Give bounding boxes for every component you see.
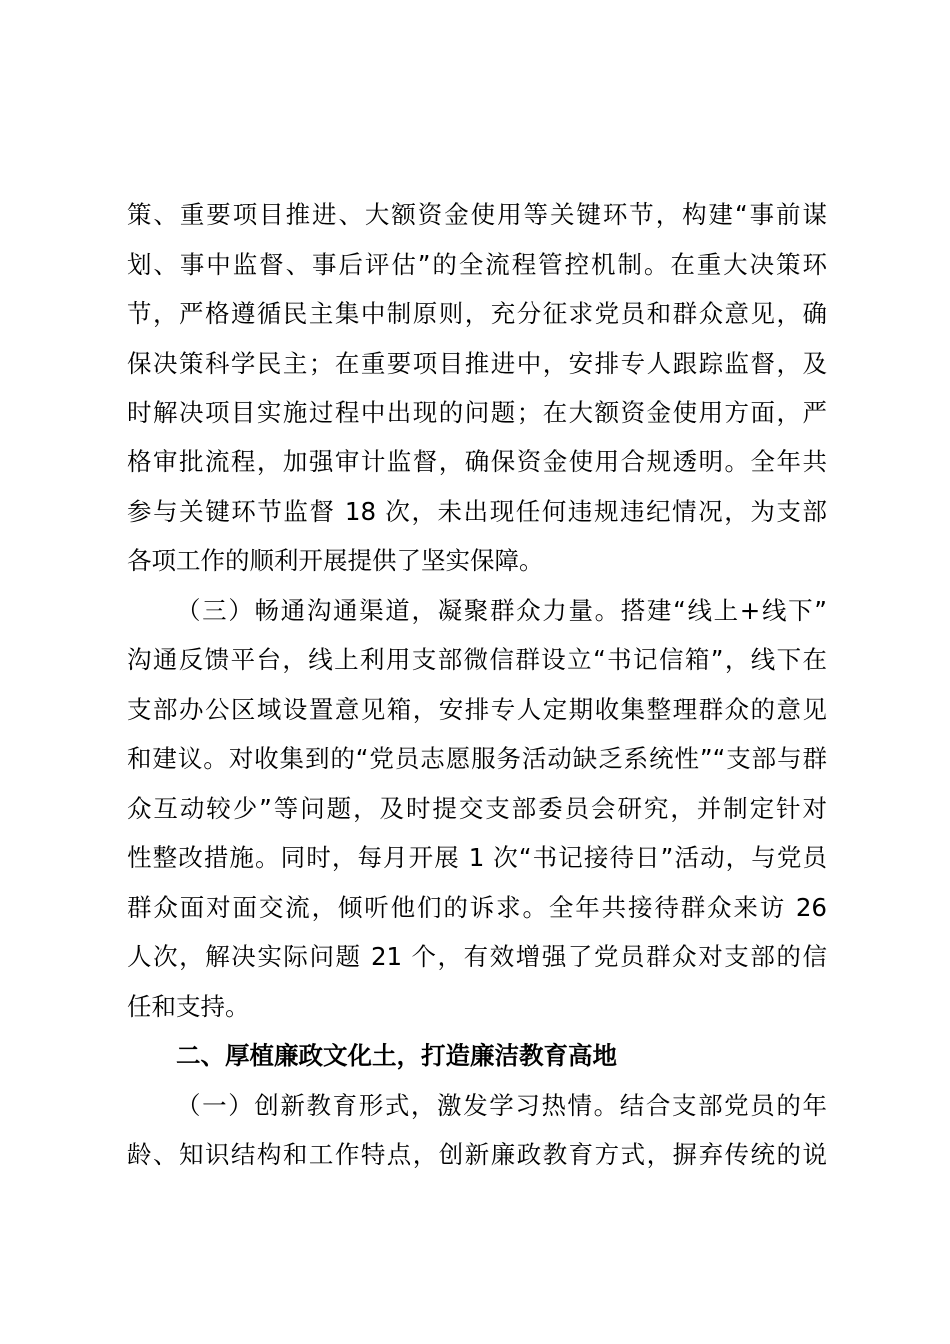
paragraph-3-line-2: 龄、知识结构和工作特点，创新廉政教育方式，摒弃传统的说 (127, 1140, 827, 1169)
paragraph-1-line-1: 策、重要项目推进、大额资金使用等关键环节，构建“事前谋 (127, 200, 827, 229)
paragraph-2-line-7: 群众面对面交流，倾听他们的诉求。全年共接待群众来访 26 (127, 893, 827, 922)
paragraph-1-line-5: 时解决项目实施过程中出现的问题；在大额资金使用方面，严 (127, 398, 827, 427)
paragraph-2-line-9: 任和支持。 (127, 992, 250, 1021)
paragraph-1-line-2: 划、事中监督、事后评估”的全流程管控机制。在重大决策环 (127, 250, 827, 279)
paragraph-2-line-5: 众互动较少”等问题，及时提交支部委员会研究，并制定针对 (127, 794, 827, 823)
paragraph-1-line-6: 格审批流程，加强审计监督，确保资金使用合规透明。全年共 (127, 447, 827, 476)
paragraph-2-line-1: （三）畅通沟通渠道，凝聚群众力量。搭建“线上+线下” (176, 596, 827, 625)
paragraph-1-line-3: 节，严格遵循民主集中制原则，充分征求党员和群众意见，确 (127, 299, 827, 328)
paragraph-2-line-3: 支部办公区域设置意见箱，安排专人定期收集整理群众的意见 (127, 695, 827, 724)
paragraph-1-line-7: 参与关键环节监督 18 次，未出现任何违规违纪情况，为支部 (127, 497, 827, 526)
paragraph-1-line-4: 保决策科学民主；在重要项目推进中，安排专人跟踪监督，及 (127, 349, 827, 378)
paragraph-3-line-1: （一）创新教育形式，激发学习热情。结合支部党员的年 (176, 1091, 827, 1120)
section-heading-2: 二、厚植廉政文化土，打造廉洁教育高地 (176, 1041, 617, 1070)
paragraph-2-line-2: 沟通反馈平台，线上利用支部微信群设立“书记信箱”，线下在 (127, 645, 827, 674)
paragraph-1-line-8: 各项工作的顺利开展提供了坚实保障。 (127, 546, 544, 575)
paragraph-2-line-6: 性整改措施。同时，每月开展 1 次“书记接待日”活动，与党员 (127, 843, 827, 872)
paragraph-2-line-4: 和建议。对收集到的“党员志愿服务活动缺乏系统性”“支部与群 (127, 744, 827, 773)
paragraph-2-line-8: 人次，解决实际问题 21 个，有效增强了党员群众对支部的信 (127, 942, 827, 971)
